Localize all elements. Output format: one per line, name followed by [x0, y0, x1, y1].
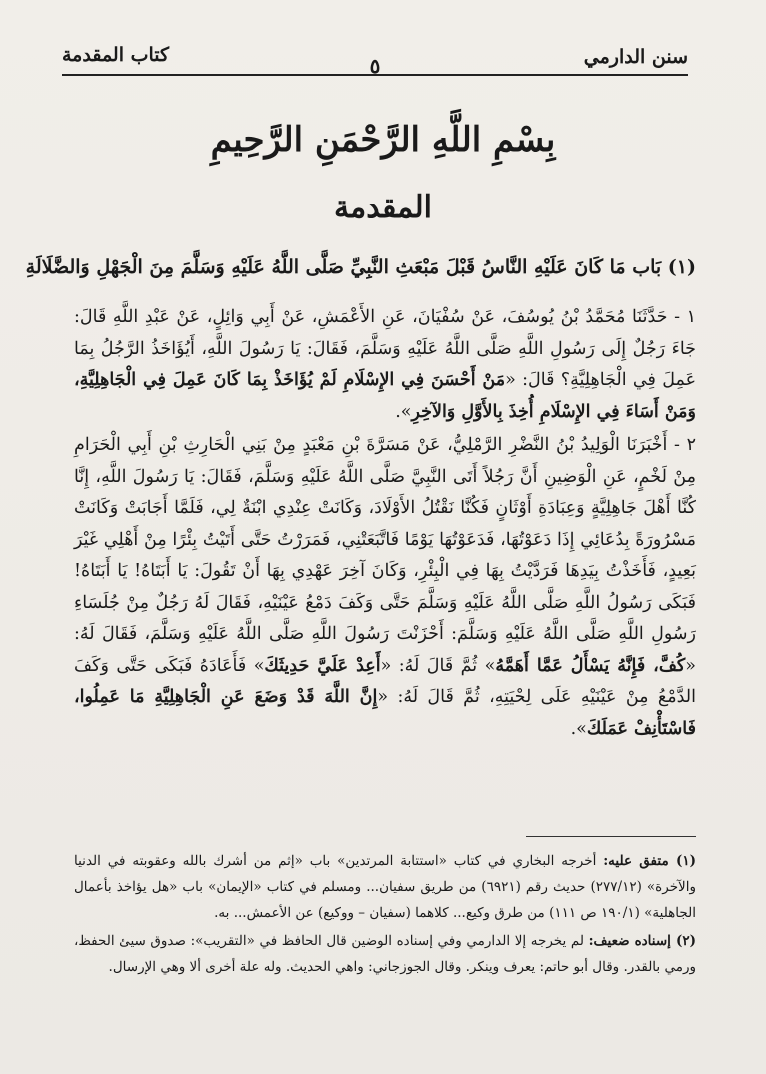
hadith-2-part-3: » فَأَعَادَهُ فَبَكَى حَتَّى وَكَفَ الدَّمْعُ مِنْ عَيْنَيْهِ عَلَى لِحْيَتِهِ، ثُمَّ قَالَ لَهُ: «	[74, 655, 696, 707]
footnote-1-text: أخرجه البخاري في كتاب «استتابة المرتدين» باب «إثم من أشرك بالله وعقوبته في الدنيا والآخرة» (٢٧٧/١٢) حديث رقم (٦٩٢١) من طريق سفيان... ومسلم في كتاب «الإيمان» باب «هل يؤاخذ بأعمال الجاهلية» (١٩٠/١ ص ١١١) من طرق وكيع... كلاهما (سفيان – ووكيع) عن الأعمش... به.	[74, 853, 697, 921]
page-number: ٥	[369, 54, 381, 78]
running-header	[62, 40, 688, 76]
footnotes	[74, 848, 696, 982]
footnote-2-text: لم يخرجه إلا الدارمي وفي إسناده الوضين قال الحافظ في «التقريب»: صدوق سيئ الحفظ، ورمي بالقدر. وقال أبو حاتم: يعرف وينكر. وقال الجوزجاني: واهي الحديث. وله علة أخرى ألا وهي الإرسال.	[74, 933, 696, 975]
hadith-2-quote-1: كُفَّ، فَإِنَّهُ يَسْأَلُ عَمَّا أَهَمَّهُ	[495, 655, 686, 676]
book-title: سنن الدارمي	[583, 46, 688, 68]
hadith-1-narration: ١ - حَدَّثَنَا مُحَمَّدُ بْنُ يُوسُفَ، عَنْ سُفْيَانَ، عَنِ الأَعْمَشِ، عَنْ أَبِي وَائِلٍ، عَنْ عَبْدِ اللَّهِ قَالَ: جَاءَ رَجُلٌ إِلَى رَسُولِ اللَّهِ صَلَّى اللَّهُ عَلَيْهِ وَسَلَّمَ، فَقَالَ: يَا رَسُولَ اللَّهِ، أَيُؤَاخَذُ الرَّجُلُ بِمَا عَمِلَ فِي الْجَاهِلِيَّةِ؟ قَالَ: «	[74, 307, 697, 390]
footnote-1-label: (١) متفق عليه:	[603, 853, 696, 869]
footnote-1	[74, 848, 696, 926]
footnote-divider	[526, 836, 696, 837]
hadith-2-quote-3: إِنَّ اللَّهَ قَدْ وَضَعَ عَنِ الْجَاهِلِيَّةِ مَا عَمِلُوا، فَاسْتَأْنِفْ عَمَلَكَ	[74, 687, 696, 739]
main-text	[74, 302, 696, 745]
section-title: المقدمة	[334, 190, 432, 225]
hadith-1	[74, 302, 696, 428]
hadith-2-part-2: » ثُمَّ قَالَ لَهُ: «	[380, 655, 496, 676]
footnote-2	[74, 928, 696, 980]
hadith-2-part-1: ٢ - أَخْبَرَنَا الْوَلِيدُ بْنُ النَّضْرِ الرَّمْلِيُّ، عَنْ مَسَرَّةَ بْنِ مَعْبَدٍ مِنْ بَنِي الْحَارِثِ بْنِ أَبِي الْحَرَامِ مِنْ لَخْمٍ، عَنِ الْوَضِينِ أَنَّ رَجُلاً أَتَى النَّبِيَّ صَلَّى اللَّهُ عَلَيْهِ وَسَلَّمَ، فَقَالَ: يَا رَسُولَ اللَّهِ، إِنَّا كُنَّا أَهْلَ جَاهِلِيَّةٍ وَعِبَادَةِ أَوْثَانٍ فَكُنَّا نَقْتُلُ الأَوْلَادَ، وَكَانَتْ عِنْدِي ابْنَةٌ لِي، فَلَمَّا أَجَابَتْ وَكَانَتْ مَسْرُورَةً بِدُعَائِي إِذَا دَعَوْتُهَا، فَدَعَوْتُهَا يَوْمًا فَاتَّبَعَتْنِي، فَمَرَرْتُ حَتَّى أَتَيْتُ بِئْرًا مِنْ أَهْلِي غَيْرَ بَعِيدٍ، فَأَخَذْتُ بِيَدِهَا فَرَدَّيْتُ بِهَا فِي الْبِئْرِ، وَكَانَ آخِرَ عَهْدِي بِهَا أَنْ تَقُولَ: يَا أَبَتَاهُ! يَا أَبَتَاهُ! فَبَكَى رَسُولُ اللَّهِ صَلَّى اللَّهُ عَلَيْهِ وَسَلَّمَ حَتَّى وَكَفَ دَمْعُ عَيْنَيْهِ، فَقَالَ لَهُ رَجُلٌ مِنْ جُلَسَاءِ رَسُولِ اللَّهِ صَلَّى اللَّهُ عَلَيْهِ وَسَلَّمَ: أَحْزَنْتَ رَسُولَ اللَّهِ صَلَّى اللَّهُ عَلَيْهِ وَسَلَّمَ، فَقَالَ لَهُ: «	[74, 435, 696, 676]
hadith-2-quote-2: أَعِدْ عَلَيَّ حَدِيثَكَ	[264, 655, 381, 676]
footnote-2-label: (٢) إسناده ضعيف:	[588, 933, 696, 949]
hadith-2	[74, 430, 696, 745]
chapter-heading: (١) بَاب مَا كَانَ عَلَيْهِ النَّاسُ قَبْلَ مَبْعَثِ النَّبِيِّ صَلَّى اللَّهُ عَلَيْهِ وَسَلَّمَ مِنَ الْجَهْلِ وَالضَّلَالَةِ	[25, 256, 696, 278]
hadith-2-end: ».	[570, 718, 587, 739]
basmala: بِسْمِ اللَّهِ الرَّحْمَنِ الرَّحِيمِ	[210, 120, 556, 160]
hadith-1-quote: مَنْ أَحْسَنَ فِي الإِسْلَامِ لَمْ يُؤَاخَذْ بِمَا كَانَ عَمِلَ فِي الْجَاهِلِيَّةِ، وَمَنْ أَسَاءَ فِي الإِسْلَامِ أُخِذَ بِالأَوَّلِ وَالآخِرِ	[74, 370, 696, 422]
hadith-1-end: ».	[395, 401, 412, 422]
section-name: كتاب المقدمة	[62, 44, 170, 66]
